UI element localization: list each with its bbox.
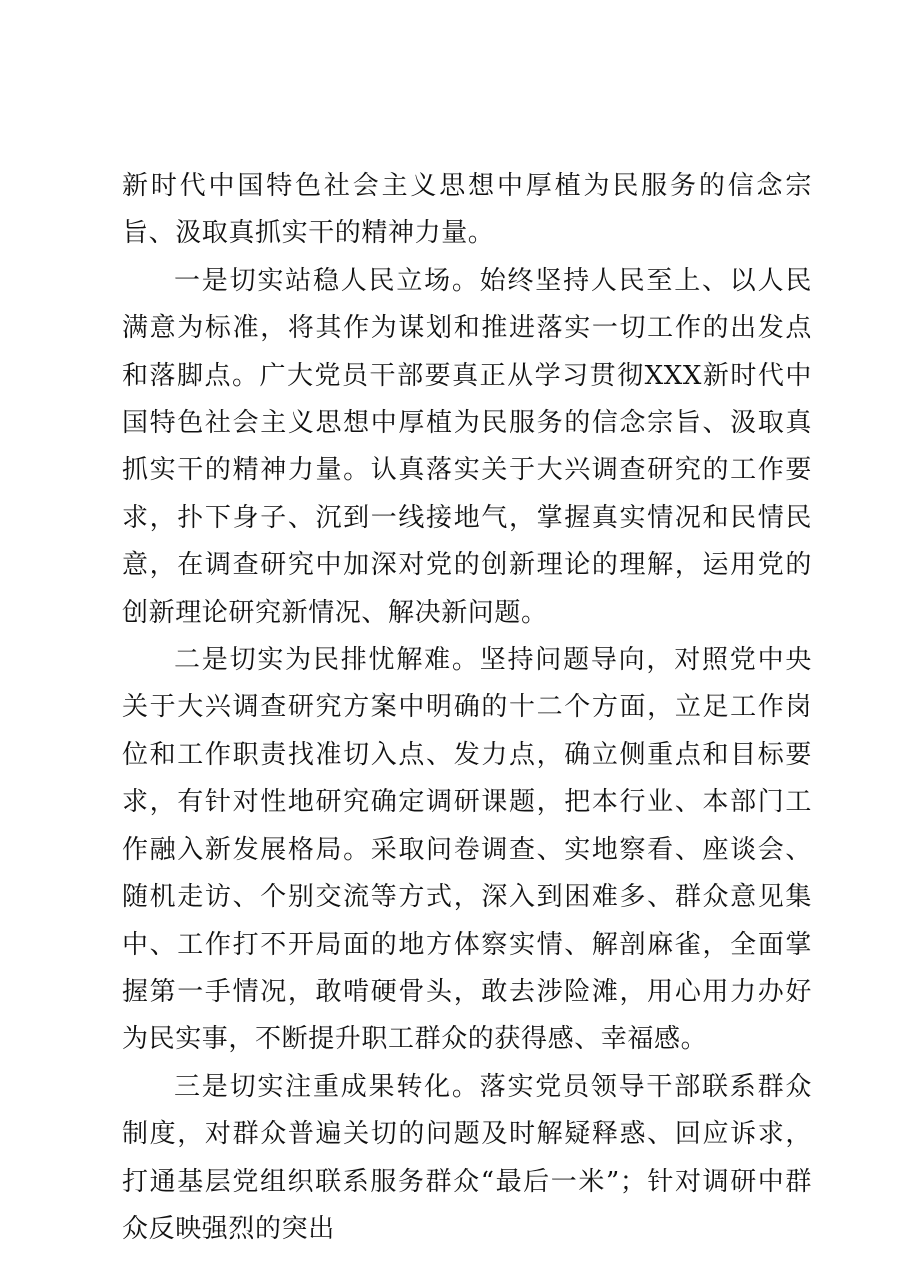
- paragraph-point-three: 三是切实注重成果转化。落实党员领导干部联系群众制度，对群众普遍关切的问题及时解疑释惑、回应诉求，打通基层党组织联系服务群众“最后一米”；针对调研中群众反映强烈的突出: [122, 1071, 812, 1244]
- paragraph-point-one: 一是切实站稳人民立场。始终坚持人民至上、以人民满意为标准，将其作为谋划和推进落实一切工作的出发点和落脚点。广大党员干部要真正从学习贯彻XXX新时代中国特色社会主义思想中厚植为民服务的信念宗旨、汲取真抓实干的精神力量。认真落实关于大兴调查研究的工作要求，扑下身子、沉到一线接地气，掌握真实情况和民情民意，在调查研究中加深对党的创新理论的理解，运用党的创新理论研究新情况、解决新问题。: [122, 265, 812, 628]
- document-body: [122, 163, 812, 1253]
- paragraph-continuation: 新时代中国特色社会主义思想中厚植为民服务的信念宗旨、汲取真抓实干的精神力量。: [122, 171, 812, 249]
- paragraph-point-two: 二是切实为民排忧解难。坚持问题导向，对照党中央关于大兴调查研究方案中明确的十二个方面，立足工作岗位和工作职责找准切入点、发力点，确立侧重点和目标要求，有针对性地研究确定调研课题，把本行业、本部门工作融入新发展格局。采取问卷调查、实地察看、座谈会、随机走访、个别交流等方式，深入到困难多、群众意见集中、工作打不开局面的地方体察实情、解剖麻雀，全面掌握第一手情况，敢啃硬骨头，敢去涉险滩，用心用力办好为民实事，不断提升职工群众的获得感、幸福感。: [122, 645, 812, 1055]
